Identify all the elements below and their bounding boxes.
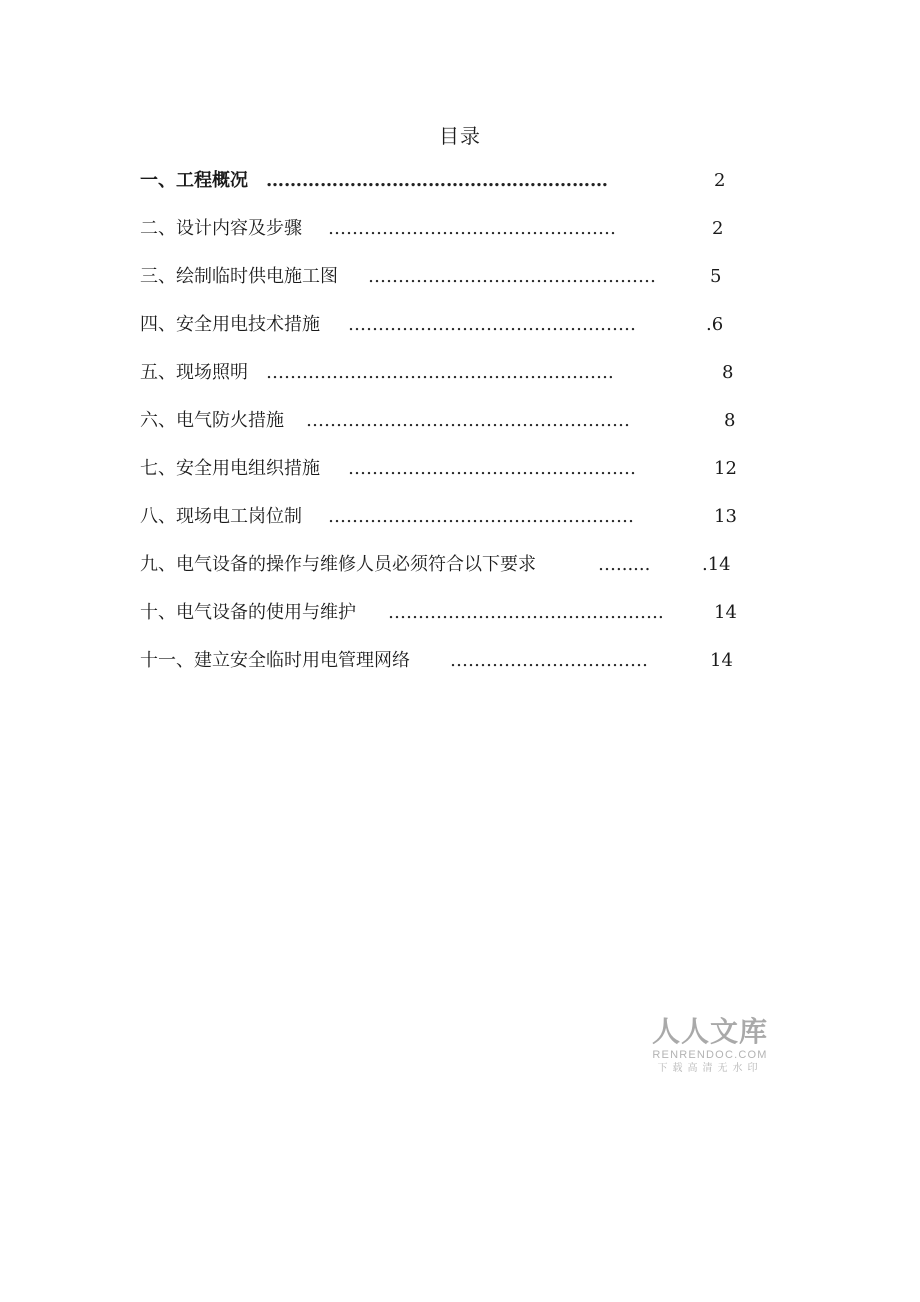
toc-entry[interactable] [140, 550, 760, 598]
toc-entry-page-number: 12 [714, 458, 737, 479]
toc-entry-leader-dots: ………………………………………… [368, 266, 656, 287]
toc-entry-page-number: 8 [722, 362, 734, 383]
toc-entry-leader-dots: ………………………………………………… [266, 170, 608, 191]
toc-entry-leader-dots: ………………………………………… [328, 218, 616, 239]
toc-entry-label: 十、电气设备的使用与维护 [140, 602, 356, 623]
toc-entry-label: 二、设计内容及步骤 [140, 218, 302, 239]
watermark-logo [648, 1016, 772, 1076]
toc-entry-label: 四、安全用电技术措施 [140, 314, 320, 335]
toc-entry-label: 三、绘制临时供电施工图 [140, 266, 338, 287]
toc-entry-page-number: 14 [710, 650, 733, 671]
toc-entry-leader-dots: …………………………………………………. [266, 362, 614, 383]
watermark-slogan: 下载高清无水印 [657, 1063, 763, 1074]
toc-entry-page-number: 2 [712, 218, 724, 239]
table-of-contents [140, 166, 760, 694]
toc-entry-leader-dots: …………………………………………… [328, 506, 634, 527]
watermark-name: 人人文库 [651, 1015, 768, 1048]
toc-entry-page-number: 5 [710, 266, 722, 287]
toc-entry-leader-dots: ………………………………………. [388, 602, 664, 623]
toc-entry-page-number: 14 [714, 602, 737, 623]
toc-entry[interactable] [140, 598, 760, 646]
toc-entry-leader-dots: ………………………………………… [348, 314, 636, 335]
toc-entry-label: 一、工程概况 [140, 170, 248, 191]
toc-entry-label: 十一、建立安全临时用电管理网络 [140, 650, 410, 671]
toc-entry-label: 七、安全用电组织措施 [140, 458, 320, 479]
toc-entry[interactable] [140, 646, 760, 694]
toc-entry-label: 六、电气防火措施 [140, 410, 284, 431]
toc-entry-page-number: 8 [724, 410, 736, 431]
toc-entry[interactable] [140, 358, 760, 406]
toc-entry-leader-dots: ……………………………………………… [306, 410, 630, 431]
toc-entry-leader-dots: ………………………………………… [348, 458, 636, 479]
toc-entry-label: 九、电气设备的操作与维修人员必须符合以下要求 [140, 554, 536, 575]
toc-entry-label: 八、现场电工岗位制 [140, 506, 302, 527]
toc-entry-leader-dots: …………………………… [450, 650, 648, 671]
toc-entry[interactable] [140, 166, 760, 214]
toc-entry[interactable] [140, 406, 760, 454]
toc-entry-page-number: .14 [702, 554, 731, 575]
toc-entry-label: 五、现场照明 [140, 362, 248, 383]
toc-entry[interactable] [140, 502, 760, 550]
toc-entry-leader-dots: …...... [598, 554, 651, 575]
toc-entry[interactable] [140, 454, 760, 502]
toc-entry[interactable] [140, 310, 760, 358]
watermark-url: RENRENDOC.COM [652, 1049, 768, 1061]
toc-entry-page-number: 13 [714, 506, 737, 527]
toc-entry-page-number: 2 [714, 170, 726, 191]
toc-title: 目录 [439, 124, 481, 148]
toc-entry[interactable] [140, 262, 760, 310]
toc-entry-page-number: .6 [706, 314, 724, 335]
toc-entry[interactable] [140, 214, 760, 262]
